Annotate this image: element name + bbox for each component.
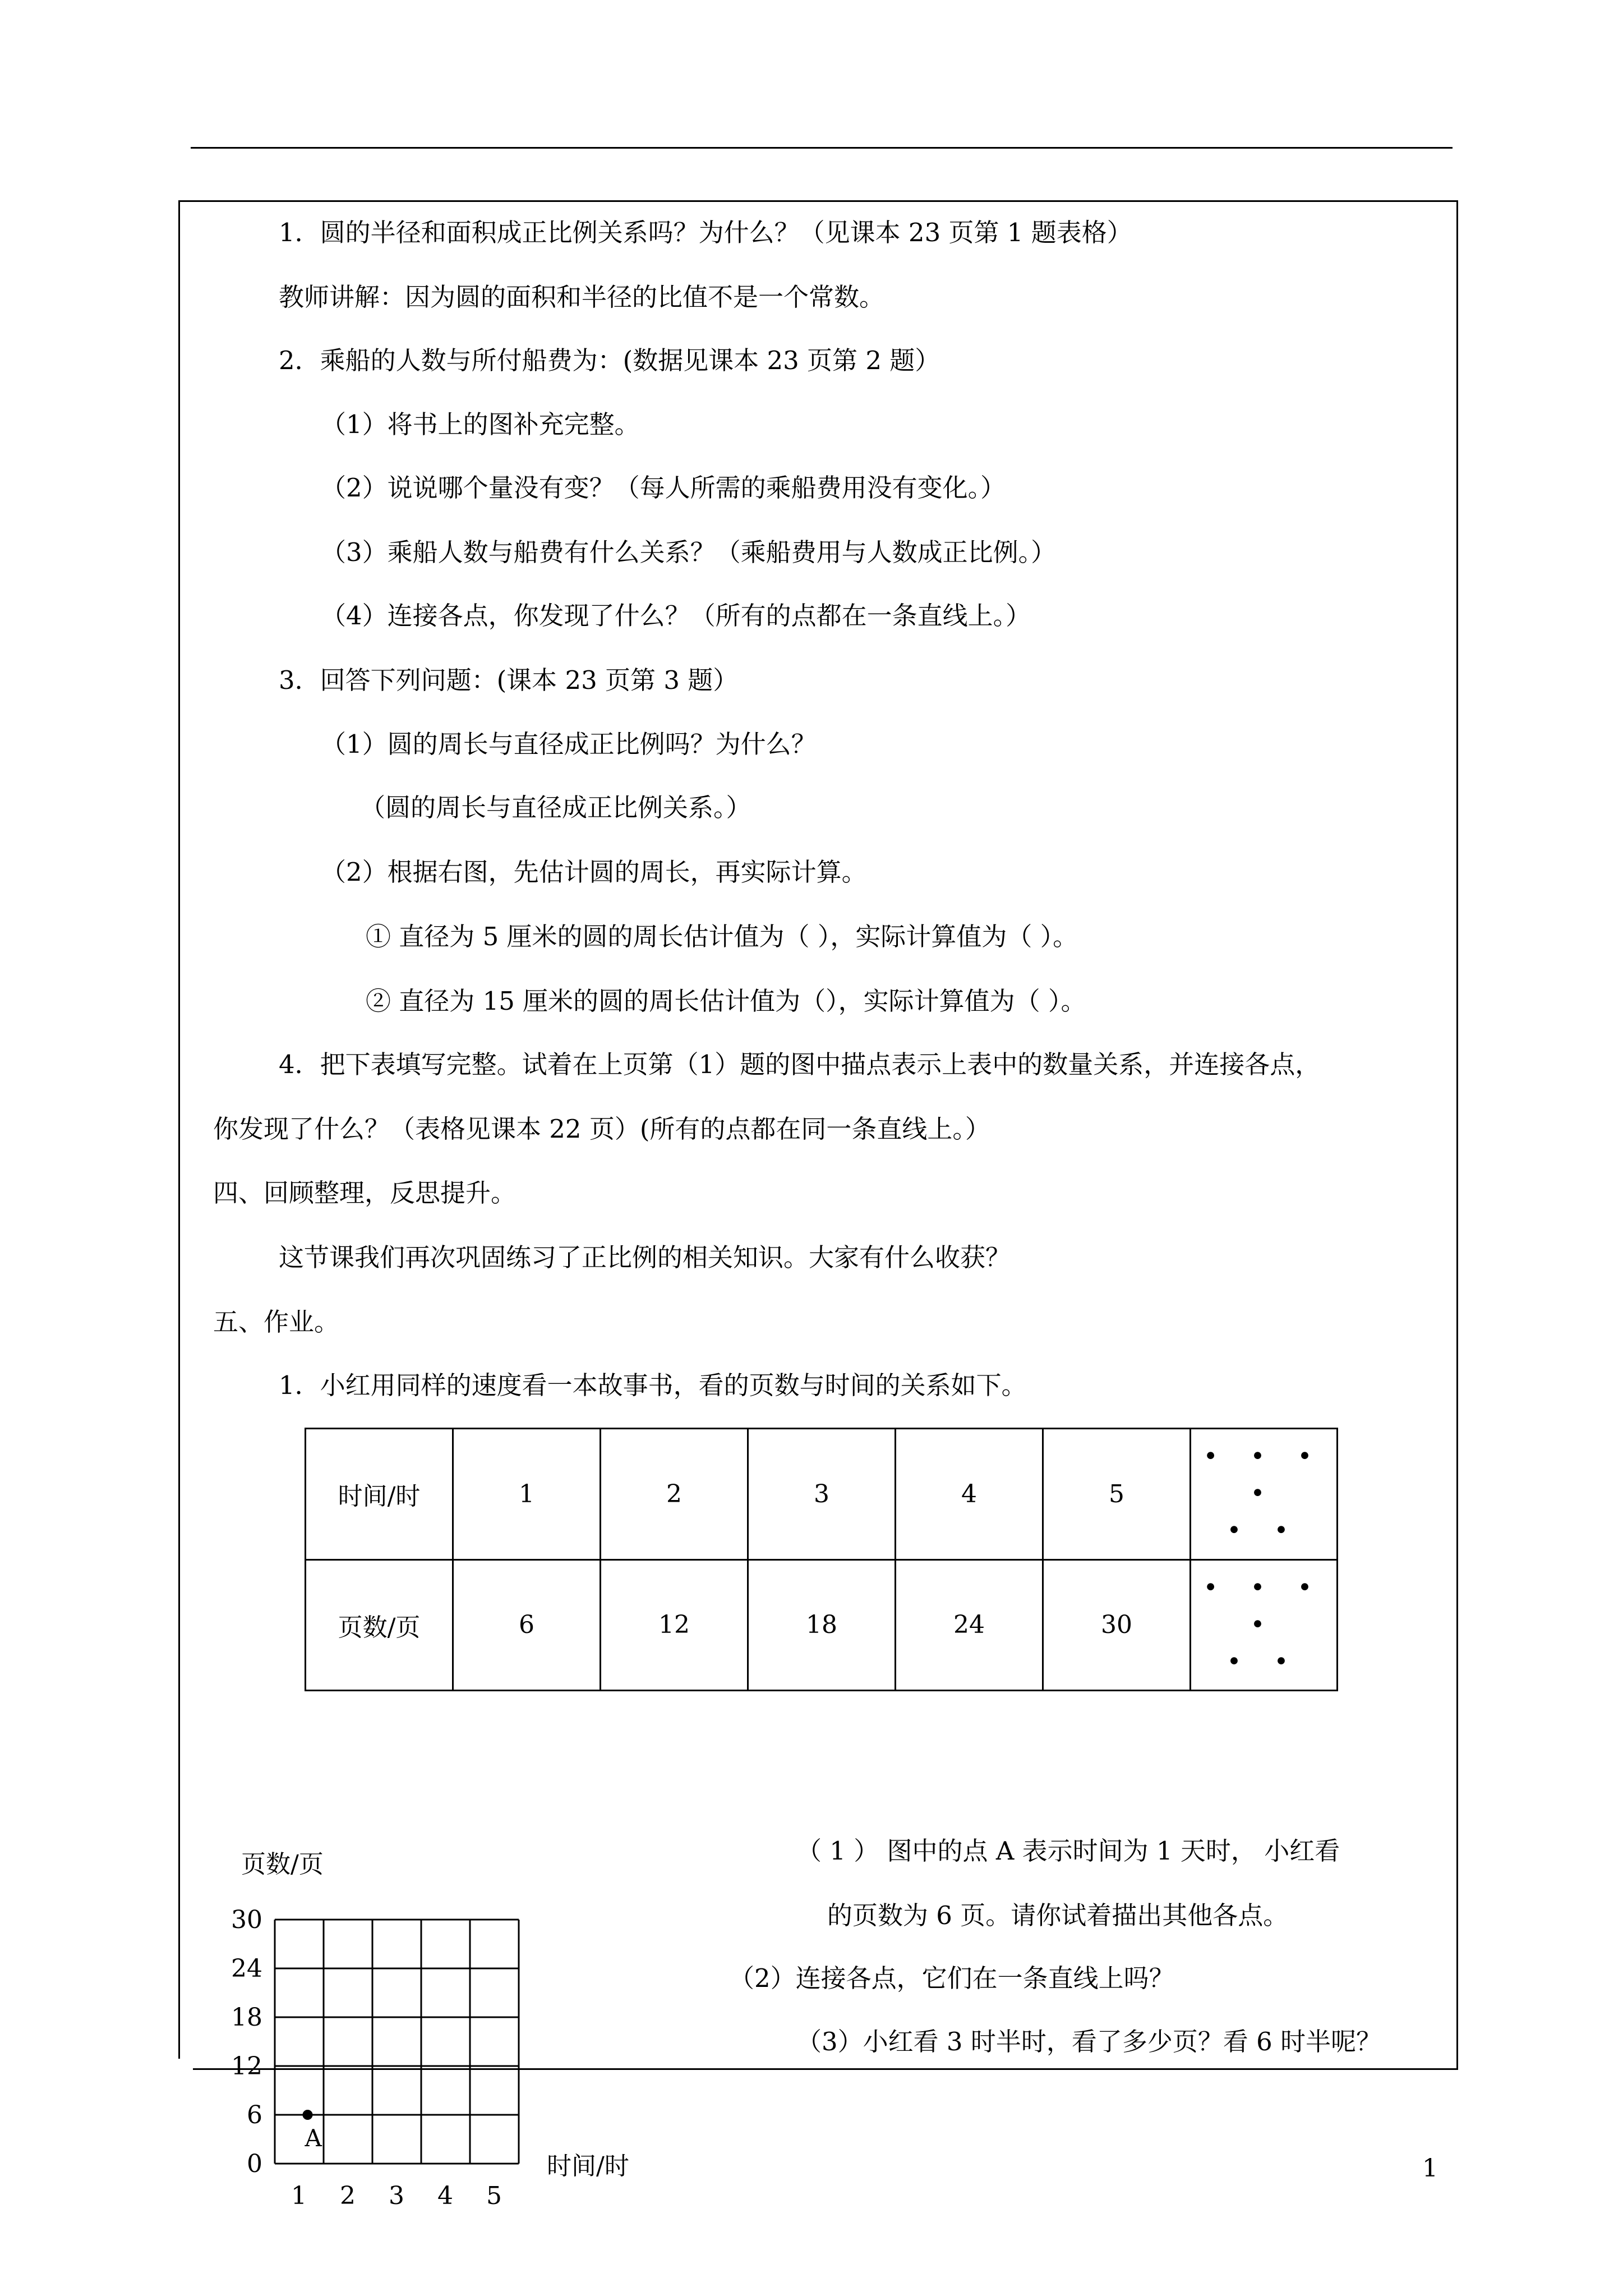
ellipsis-cell xyxy=(1191,1429,1338,1560)
section-5-heading: 五、作业。 xyxy=(213,1307,340,1337)
y-tick-label: 18 xyxy=(231,2003,262,2032)
ellipsis-dots: • • xyxy=(1227,1516,1301,1545)
y-tick-label: 24 xyxy=(231,1954,262,1983)
question-3-part-2-a: ① 直径为 5 厘米的圆的周长估计值为（ ），实际计算值为（ ）。 xyxy=(366,922,1078,951)
x-tick-label: 4 xyxy=(437,2182,453,2210)
page-number: 1 xyxy=(1422,2154,1438,2183)
x-tick-label: 5 xyxy=(486,2182,502,2210)
homework-1-part-1-line-1: （ 1 ） 图中的点 A 表示时间为 1 天时， 小红看 xyxy=(796,1836,1340,1866)
table-cell: 2 xyxy=(601,1429,748,1560)
x-tick-label: 1 xyxy=(291,2182,307,2210)
table-cell: 30 xyxy=(1043,1559,1191,1691)
ellipsis-dots: • • xyxy=(1227,1647,1301,1676)
table-row xyxy=(306,1559,1338,1691)
x-axis-label: 时间/时 xyxy=(547,2152,629,2180)
summary-text: 这节课我们再次巩固练习了正比例的相关知识。大家有什么收获？ xyxy=(279,1243,1011,1272)
point-a xyxy=(303,2110,313,2120)
table-row xyxy=(306,1429,1338,1560)
table-cell: 3 xyxy=(748,1429,896,1560)
x-tick-label: 3 xyxy=(389,2182,404,2210)
homework-1: 1．小红用同样的速度看一本故事书，看的页数与时间的关系如下。 xyxy=(279,1370,1027,1400)
y-tick-label: 30 xyxy=(231,1906,262,1934)
ellipsis-dots: • • • • xyxy=(1203,1573,1325,1639)
question-2-part-4: （4）连接各点，你发现了什么？（所有的点都在一条直线上。） xyxy=(321,601,1031,631)
ellipsis-dots: • • • • xyxy=(1203,1442,1325,1508)
ellipsis-cell xyxy=(1191,1559,1338,1691)
question-2: 2．乘船的人数与所付船费为：(数据见课本 23 页第 2 题） xyxy=(279,346,940,375)
question-3-part-1-answer: （圆的周长与直径成正比例关系。） xyxy=(360,793,751,822)
question-3-part-2: （2）根据右图，先估计圆的周长，再实际计算。 xyxy=(321,857,867,887)
question-4-line-2: 你发现了什么？（表格见课本 22 页）(所有的点都在同一条直线上。） xyxy=(213,1114,990,1144)
row-label-time: 时间/时 xyxy=(306,1429,453,1560)
table-cell: 18 xyxy=(748,1559,896,1691)
question-2-part-2: （2）说说哪个量没有变？（每人所需的乘船费用没有变化。） xyxy=(321,473,1006,503)
homework-1-part-3: （3）小红看 3 时半时，看了多少页？看 6 时半呢？ xyxy=(796,2027,1382,2056)
question-3-part-2-b: ② 直径为 15 厘米的圆的周长估计值为（），实际计算值为（ ）。 xyxy=(366,986,1086,1016)
question-3: 3．回答下列问题：(课本 23 页第 3 题） xyxy=(279,665,739,695)
question-4-line-1: 4．把下表填写完整。试着在上页第（1）题的图中描点表示上表中的数量关系，并连接各点， xyxy=(279,1050,1321,1079)
section-4-heading: 四、回顾整理，反思提升。 xyxy=(213,1178,517,1208)
time-pages-table xyxy=(305,1428,1338,1691)
y-tick-label: 12 xyxy=(231,2052,262,2081)
table-cell: 6 xyxy=(453,1559,601,1691)
question-1-answer: 教师讲解：因为圆的面积和半径的比值不是一个常数。 xyxy=(279,282,885,312)
table-cell: 24 xyxy=(896,1559,1043,1691)
y-tick-label: 6 xyxy=(247,2101,262,2129)
question-2-part-3: （3）乘船人数与船费有什么关系？（乘船费用与人数成正比例。） xyxy=(321,537,1057,567)
table-cell: 4 xyxy=(896,1429,1043,1560)
question-1: 1．圆的半径和面积成正比例关系吗？为什么？（见课本 23 页第 1 题表格） xyxy=(279,218,1132,247)
pages-time-grid-chart xyxy=(213,1890,550,2210)
x-tick-label: 2 xyxy=(340,2182,356,2210)
question-2-part-1: （1）将书上的图补充完整。 xyxy=(321,409,640,439)
table-cell: 12 xyxy=(601,1559,748,1691)
table-cell: 1 xyxy=(453,1429,601,1560)
chart-points xyxy=(303,2110,322,2152)
y-axis-label: 页数/页 xyxy=(241,1850,324,1879)
table-cell: 5 xyxy=(1043,1429,1191,1560)
row-label-pages: 页数/页 xyxy=(306,1559,453,1691)
point-a-label: A xyxy=(305,2124,322,2152)
y-tick-label: 0 xyxy=(247,2150,262,2178)
homework-1-part-2: （2）连接各点，它们在一条直线上吗？ xyxy=(729,1963,1174,1993)
header-rule xyxy=(191,147,1453,149)
x-tick-labels xyxy=(291,2182,502,2210)
homework-1-part-1-line-2: 的页数为 6 页。请你试着描出其他各点。 xyxy=(827,1901,1289,1930)
y-tick-labels xyxy=(231,1906,262,2178)
question-3-part-1: （1）圆的周长与直径成正比例吗？为什么？ xyxy=(321,729,817,759)
